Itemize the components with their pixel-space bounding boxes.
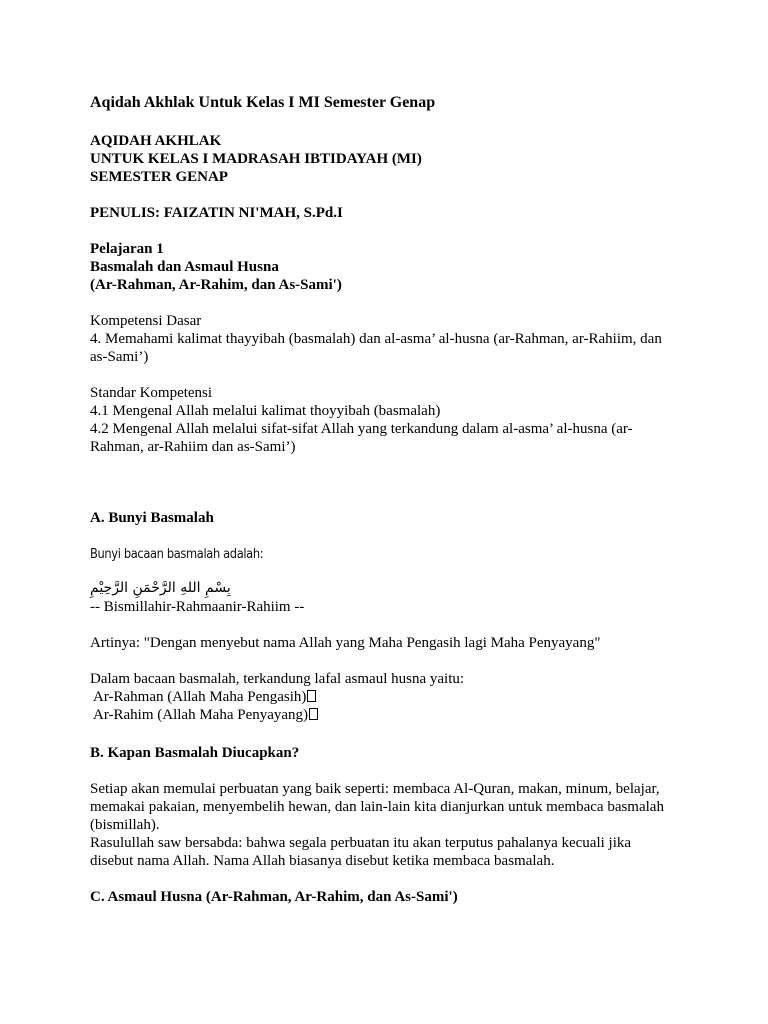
asmaul-husna-name-2: Ar-Rahim (Allah Maha Penyayang) bbox=[93, 707, 309, 723]
book-header bbox=[90, 132, 690, 186]
lesson-name: Basmalah dan Asmaul Husna bbox=[90, 259, 279, 275]
section-b-text: (bismillah). bbox=[90, 817, 160, 833]
basmalah-intro: Bunyi bacaan basmalah adalah: bbox=[90, 547, 264, 562]
kompetensi-dasar-text: 4. Memahami kalimat thayyibah (basmalah) dan al-asma’ al-husna (ar-Rahman, ar-Rahiim, dan bbox=[90, 331, 662, 347]
basmalah-transliteration: -- Bismillahir-Rahmaanir-Rahiim -- bbox=[90, 599, 305, 615]
basmalah-arabic-text: بِسْمِ اللهِ الرَّحْمَنِ الرَّحِيْمِ bbox=[90, 580, 231, 596]
asmaul-husna-intro: Dalam bacaan basmalah, terkandung lafal asmaul husna yaitu: bbox=[90, 671, 465, 687]
book-header-line1: AQIDAH AKHLAK bbox=[90, 133, 222, 149]
standar-kompetensi bbox=[90, 384, 690, 456]
section-b-text: disebut nama Allah. Nama Allah biasanya disebut ketika membaca basmalah. bbox=[90, 853, 555, 869]
author-line: PENULIS: FAIZATIN NI'MAH, S.Pd.I bbox=[90, 205, 343, 221]
kompetensi-dasar-heading: Kompetensi Dasar bbox=[90, 313, 202, 329]
section-b-body bbox=[90, 780, 690, 870]
section-b-text: Rasulullah saw bersabda: bahwa segala perbuatan itu akan terputus pahalanya kecuali jika bbox=[90, 835, 632, 851]
missing-glyph-icon bbox=[309, 708, 318, 720]
list-item bbox=[90, 706, 690, 724]
basmalah-arabic bbox=[90, 578, 690, 598]
standar-kompetensi-text: 4.2 Mengenal Allah melalui sifat-sifat Allah yang terkandung dalam al-asma’ al-husna (ar- bbox=[90, 421, 633, 437]
standar-kompetensi-text: Rahman, ar-Rahiim dan as-Sami’) bbox=[90, 439, 296, 455]
list-item bbox=[90, 688, 690, 706]
section-b-text: memakai pakaian, menyembelih hewan, dan lain-lain kita dianjurkan untuk membaca basmalah bbox=[90, 799, 664, 815]
kompetensi-dasar-text: as-Sami’) bbox=[90, 349, 149, 365]
section-b-text: Setiap akan memulai perbuatan yang baik seperti: membaca Al-Quran, makan, minum, belajar, bbox=[90, 781, 660, 797]
lesson-subtitle: (Ar-Rahman, Ar-Rahim, dan As-Sami') bbox=[90, 277, 342, 293]
document-title: Aqidah Akhlak Untuk Kelas I MI Semester Genap bbox=[90, 94, 436, 111]
section-c-heading: C. Asmaul Husna (Ar-Rahman, Ar-Rahim, dan As-Sami') bbox=[90, 889, 458, 905]
lesson-label: Pelajaran 1 bbox=[90, 241, 164, 257]
section-a-heading: A. Bunyi Basmalah bbox=[90, 510, 214, 526]
standar-kompetensi-text: 4.1 Mengenal Allah melalui kalimat thoyyibah (basmalah) bbox=[90, 403, 441, 419]
document-page bbox=[90, 93, 690, 906]
lesson-heading bbox=[90, 240, 690, 294]
section-a-body bbox=[90, 545, 690, 724]
missing-glyph-icon bbox=[307, 690, 316, 702]
standar-kompetensi-heading: Standar Kompetensi bbox=[90, 385, 213, 401]
section-b-heading: B. Kapan Basmalah Diucapkan? bbox=[90, 745, 300, 761]
asmaul-husna-name-1: Ar-Rahman (Allah Maha Pengasih) bbox=[93, 689, 307, 705]
book-header-line2: UNTUK KELAS I MADRASAH IBTIDAYAH (MI) bbox=[90, 151, 422, 167]
basmalah-meaning: Artinya: "Dengan menyebut nama Allah yang Maha Pengasih lagi Maha Penyayang" bbox=[90, 635, 601, 651]
kompetensi-dasar bbox=[90, 312, 690, 366]
book-header-line3: SEMESTER GENAP bbox=[90, 169, 228, 185]
